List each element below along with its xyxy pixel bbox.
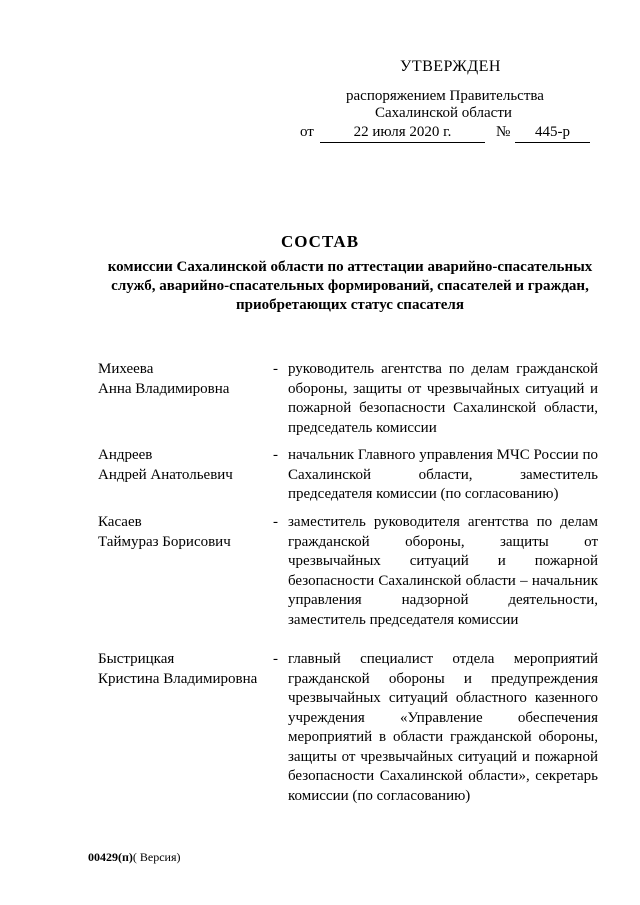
member-dash: -: [273, 651, 278, 667]
member-given-name: Андрей Анатольевич: [98, 466, 233, 483]
member-name: [98, 650, 268, 689]
member-surname: Андреев: [98, 447, 153, 463]
member-role: руководитель агентства по делам гражданской обороны, защиты от чрезвычайных ситуаций и пожарной безопасности Сахалинской области, председатель комиссии: [288, 361, 598, 436]
document-subtitle: комиссии Сахалинской области по аттестации аварийно-спасательных служб, аварийно-спасательных формирований, спасателей и граждан, приобретающих статус спасателя: [107, 259, 593, 313]
member-role: главный специалист отдела мероприятий гражданской обороны и предупреждения чрезвычайных ситуаций областного казенного учреждения «Управление обеспечения мероприятий в области гражданской обороны, защиты от чрезвычайных ситуаций и пожарной безопасности Сахалинской области», секретарь комиссии (по согласованию): [288, 651, 598, 804]
member-role: начальник Главного управления МЧС России по Сахалинской области, заместитель председателя комиссии (по согласованию): [288, 447, 598, 502]
footer-version: ( Версия): [132, 850, 181, 864]
approval-number: 445-р: [515, 124, 590, 143]
document-title: СОСТАВ: [280, 232, 360, 251]
approval-date: 22 июля 2020 г.: [320, 124, 485, 143]
member-given-name: Таймураз Борисович: [98, 533, 231, 550]
footer: [88, 850, 181, 865]
member-surname: Быстрицкая: [98, 651, 175, 667]
member-surname: Михеева: [98, 361, 154, 377]
member-dash: -: [273, 361, 278, 377]
approval-title: УТВЕРЖДЕН: [400, 58, 501, 75]
member-name: [98, 360, 268, 399]
member-role: заместитель руководителя агентства по делам гражданской обороны, защиты от чрезвычайных ситуаций и пожарной безопасности Сахалинской области – начальник управления надзорной деятельности, заместитель председателя комиссии: [288, 514, 598, 628]
member-dash: -: [273, 447, 278, 463]
footer-code: 00429(п): [88, 850, 133, 864]
member-name: [98, 513, 268, 552]
member-name: [98, 446, 268, 485]
date-prefix: от: [300, 124, 314, 140]
approval-line-1: распоряжением Правительства: [346, 88, 544, 104]
member-given-name: Кристина Владимировна: [98, 670, 258, 687]
number-prefix: №: [496, 124, 511, 140]
member-surname: Касаев: [98, 514, 142, 530]
member-dash: -: [273, 514, 278, 530]
member-given-name: Анна Владимировна: [98, 380, 230, 397]
approval-line-2: Сахалинской области: [375, 105, 512, 121]
